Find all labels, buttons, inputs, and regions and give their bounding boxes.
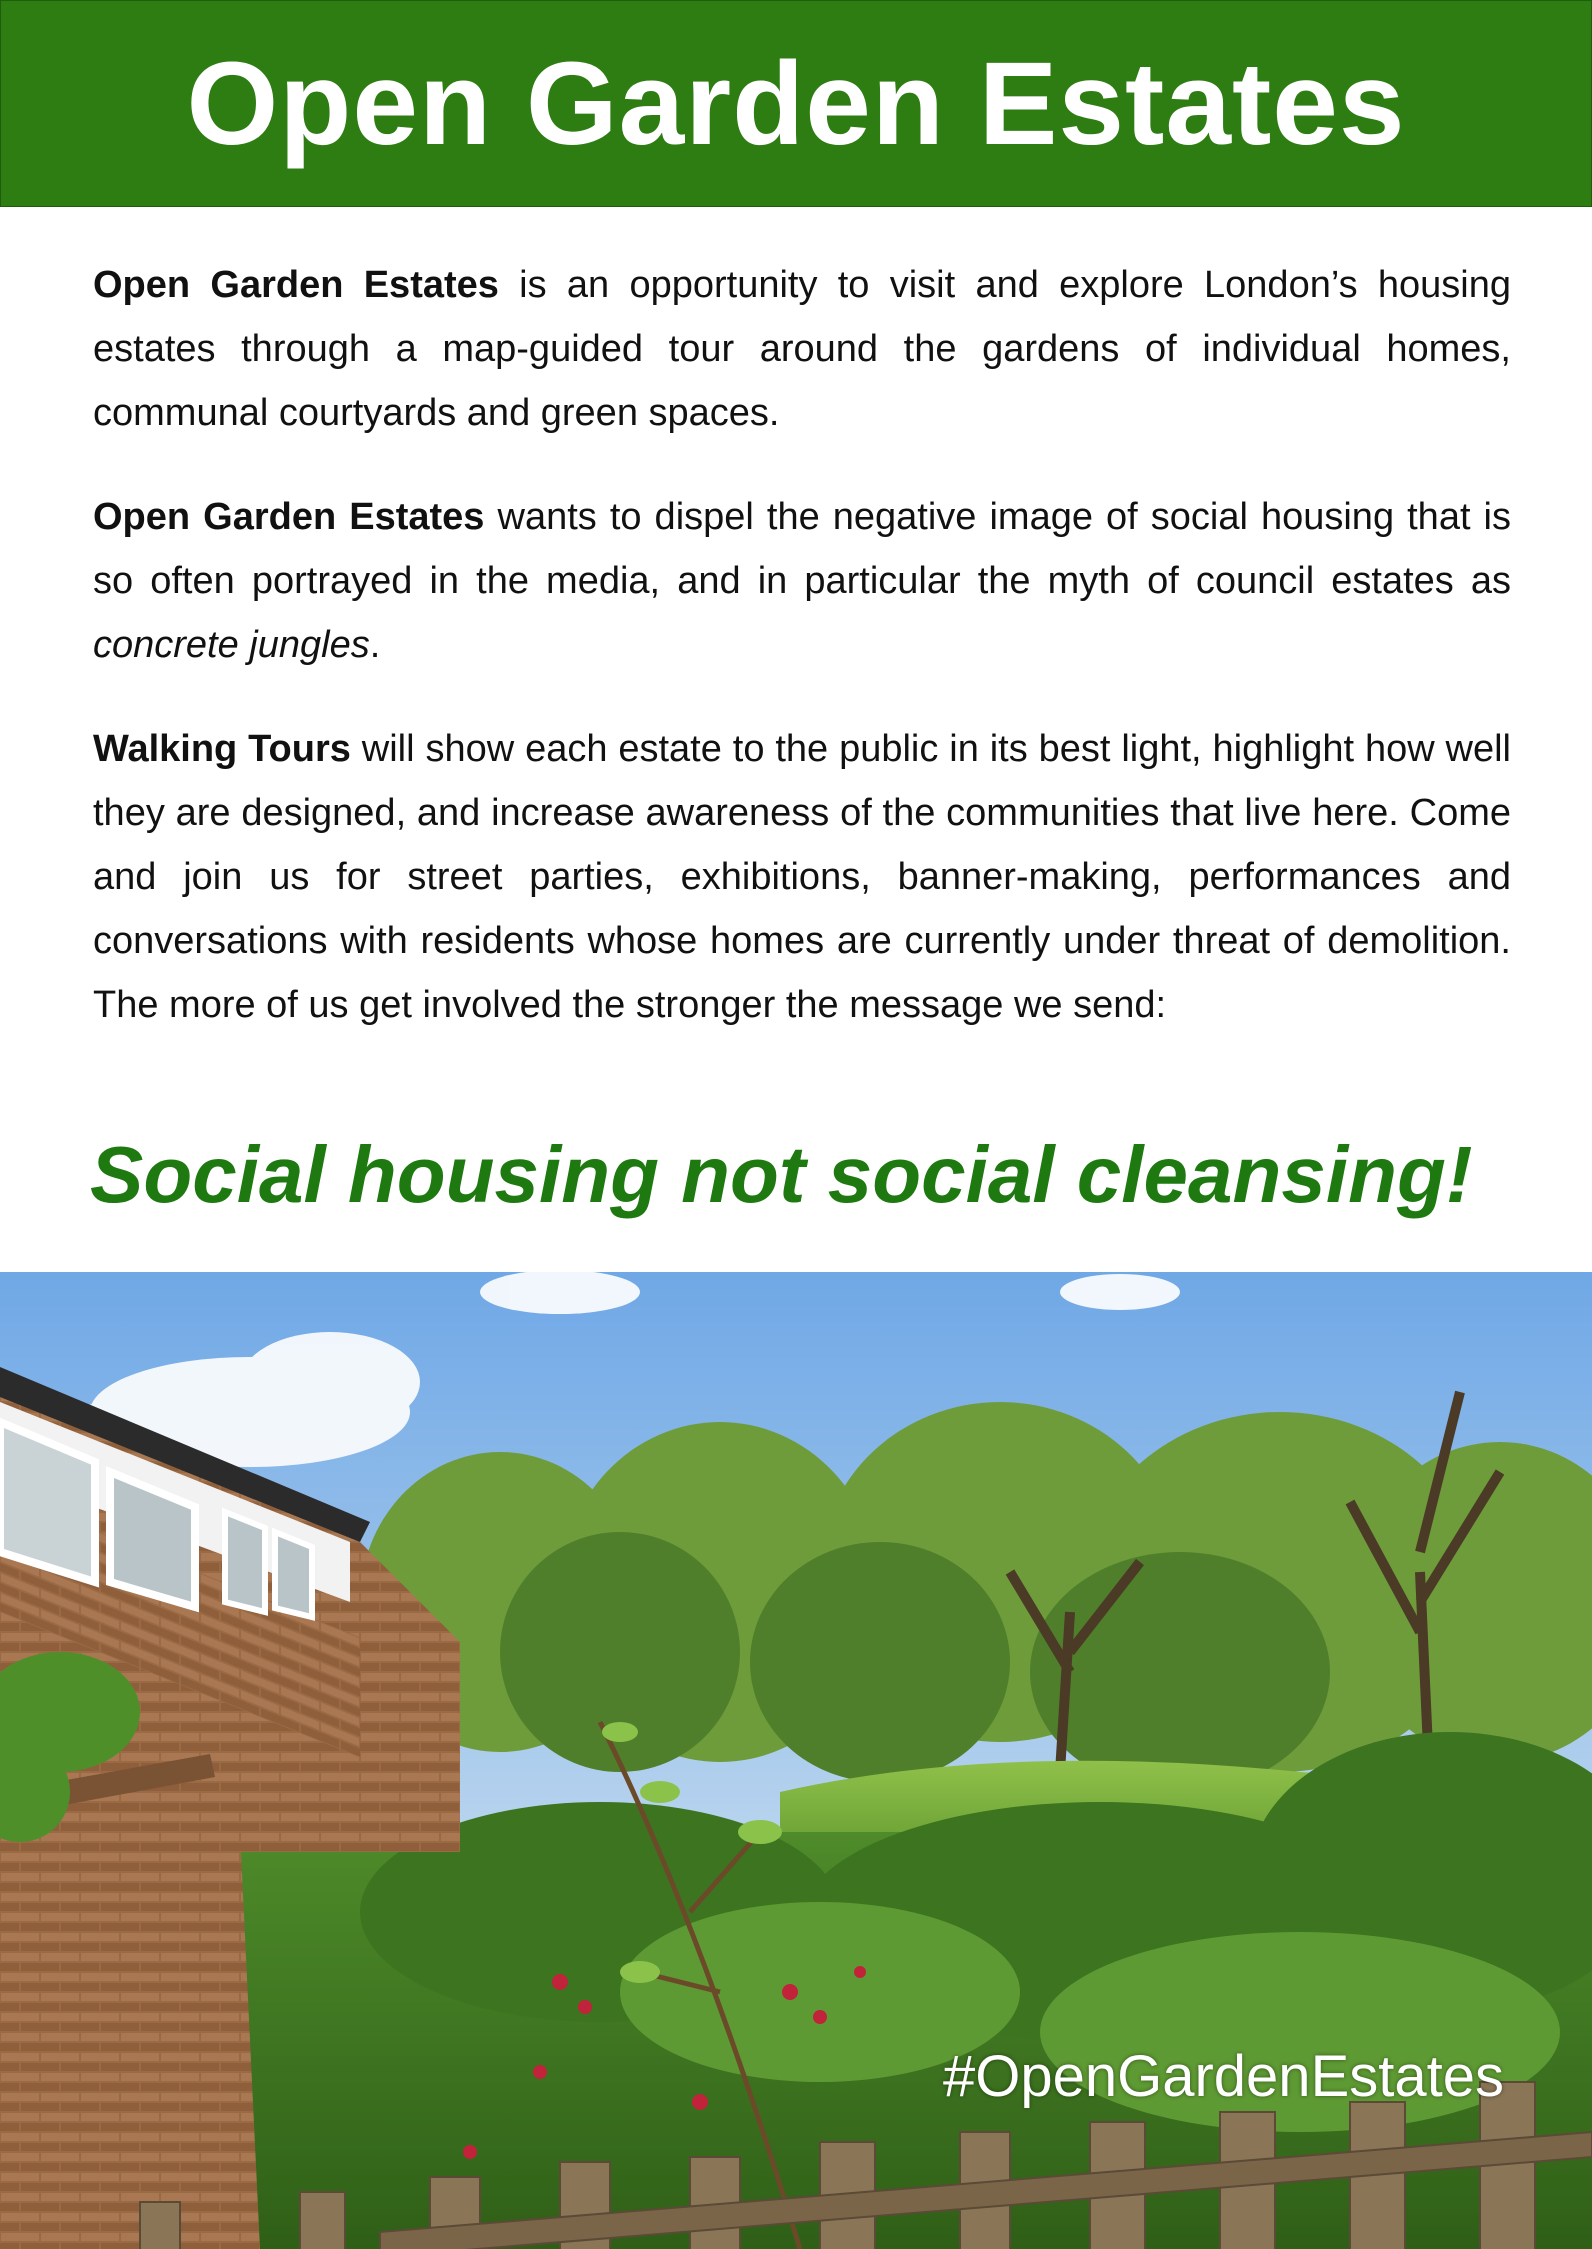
hashtag-label: #OpenGardenEstates: [942, 2044, 1504, 2109]
paragraph-text: wants to dispel the negative image of social housing that is so often portrayed in the media, and in particular the myth of council estates as: [93, 496, 1511, 602]
paragraph-emphasis: concrete jungles: [93, 624, 370, 666]
paragraph-mission: [93, 485, 1511, 677]
paragraph-lead: Open Garden Estates: [93, 496, 485, 538]
paragraph-text: is an opportunity to visit and explore London’s housing estates through a map-guided tour around the gardens of individual homes, communal courtyards and green spaces.: [93, 264, 1511, 434]
paragraph-intro: [93, 253, 1511, 445]
title-banner: [0, 0, 1592, 207]
paragraph-lead: Walking Tours: [93, 728, 351, 770]
paragraph-lead: Open Garden Estates: [93, 264, 499, 306]
garden-photo: [0, 1272, 1592, 2249]
slogan: Social housing not social cleansing!: [90, 1130, 1473, 1219]
paragraph-text: will show each estate to the public in its best light, highlight how well they are designed, and increase awareness of the communities that live here. Come and join us for street parties, exhibitions, banner-making, performances and conversations with residents whose homes are currently under threat of demolition. The more of us get involved the stronger the message we send:: [93, 728, 1512, 1026]
paragraph-text-end: .: [369, 624, 381, 666]
body-text: [93, 253, 1511, 1077]
paragraph-walking-tours: [93, 717, 1511, 1037]
page-title: Open Garden Estates: [186, 37, 1406, 170]
